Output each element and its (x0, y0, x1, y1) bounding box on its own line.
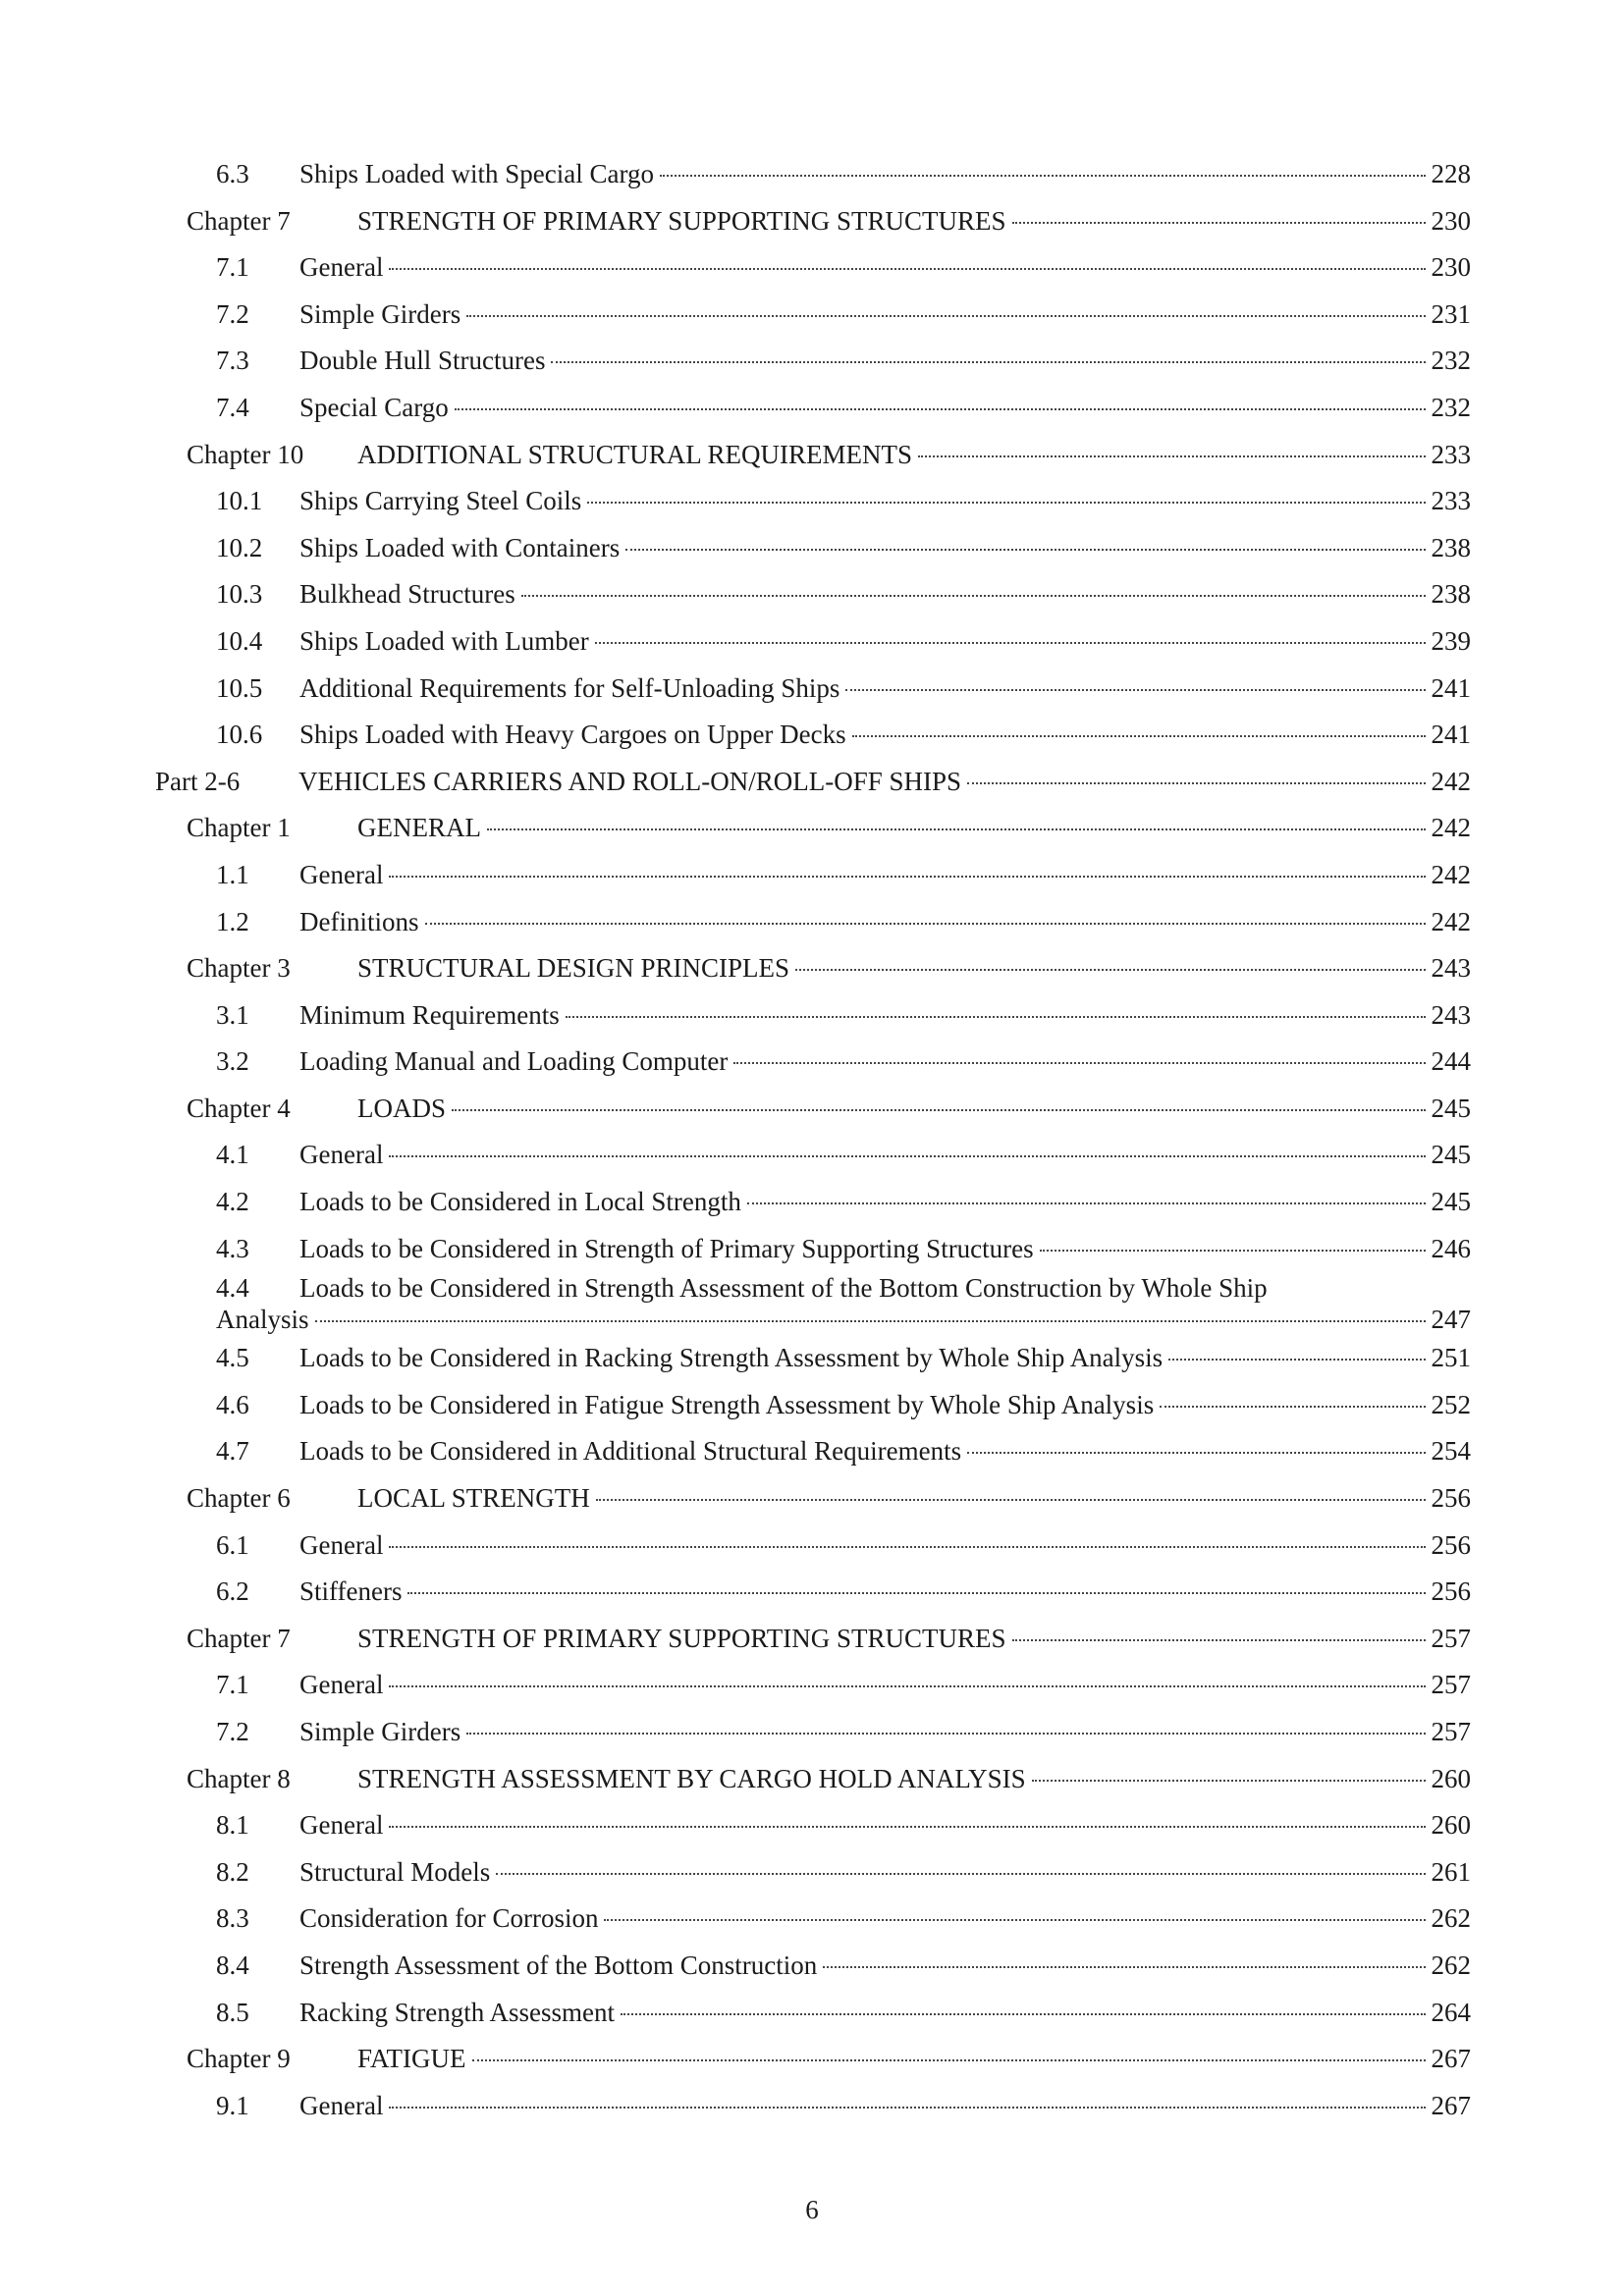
toc-entry-number: 1.2 (216, 906, 249, 936)
toc-entry-title: Minimum Requirements (299, 999, 560, 1030)
dot-leader (389, 876, 1425, 878)
toc-entry-line (187, 1756, 1471, 1803)
toc-entry-title: Double Hull Structures (299, 346, 546, 376)
toc-entry-section (0, 1569, 1624, 1616)
toc-entry-number: 10.3 (216, 579, 263, 610)
toc-entry-page: 239 (1431, 625, 1471, 656)
toc-entry-line (216, 478, 1471, 525)
toc-entry-number: Chapter 1 (187, 813, 291, 843)
dot-leader (595, 642, 1426, 644)
toc-entry-page: 260 (1431, 1810, 1471, 1841)
toc-entry-section (0, 618, 1624, 666)
dot-leader (967, 782, 1425, 784)
toc-entry-number: Chapter 7 (187, 205, 291, 236)
toc-entry-number: 7.2 (216, 298, 249, 329)
toc-entry-line (216, 1896, 1471, 1943)
toc-entry-line (216, 1428, 1471, 1475)
dot-leader (587, 502, 1425, 504)
toc-entry-number: 4.3 (216, 1233, 249, 1263)
toc-entry-number: Chapter 6 (187, 1483, 291, 1514)
toc-entry-line (216, 151, 1471, 198)
toc-entry-section (0, 1039, 1624, 1086)
toc-entry-section (0, 1335, 1624, 1382)
toc-entry-line (187, 945, 1471, 992)
dot-leader (621, 2013, 1426, 2015)
toc-entry-line (216, 525, 1471, 572)
toc-entry-number: 10.1 (216, 486, 263, 516)
toc-entry-line (216, 1382, 1471, 1429)
toc-entry-section (0, 1896, 1624, 1943)
toc-entry-line (187, 432, 1471, 479)
toc-entry-page: 257 (1431, 1670, 1471, 1700)
toc-entry-title: Ships Loaded with Lumber (299, 625, 589, 656)
toc-entry-line (216, 1569, 1471, 1616)
toc-entry-number: Chapter 4 (187, 1093, 291, 1123)
toc-entry-page: 252 (1431, 1389, 1471, 1419)
toc-entry-title: General (299, 1810, 384, 1841)
dot-leader (389, 2107, 1425, 2109)
toc-entry-line (155, 759, 1471, 806)
toc-entry-page: 245 (1431, 1140, 1471, 1170)
table-of-contents (0, 151, 1624, 2129)
toc-entry-line (216, 338, 1471, 385)
toc-entry-page: 264 (1431, 1997, 1471, 2027)
dot-leader (1160, 1406, 1425, 1408)
toc-entry-section (0, 1522, 1624, 1570)
toc-entry-title: STRUCTURAL DESIGN PRINCIPLES (357, 953, 790, 984)
toc-entry-number: 10.4 (216, 625, 263, 656)
toc-entry-section (0, 571, 1624, 618)
dot-leader (455, 408, 1426, 410)
toc-entry-chapter (0, 198, 1624, 245)
toc-entry-line (216, 292, 1471, 339)
toc-entry-section (0, 666, 1624, 713)
dot-leader (389, 1155, 1425, 1157)
toc-entry-page: 231 (1431, 298, 1471, 329)
toc-entry-title: Definitions (299, 906, 419, 936)
toc-entry-section (0, 2083, 1624, 2130)
dot-leader (389, 1826, 1425, 1828)
toc-entry-number: 4.6 (216, 1389, 249, 1419)
toc-entry-number: 10.5 (216, 672, 263, 703)
toc-entry-title: General (299, 2090, 384, 2120)
toc-entry-page: 256 (1431, 1576, 1471, 1607)
toc-entry-number: Chapter 3 (187, 953, 291, 984)
dot-leader (566, 1016, 1426, 1018)
toc-entry-number: 7.4 (216, 392, 249, 422)
toc-entry-title: General (299, 1670, 384, 1700)
toc-entry-line (216, 1709, 1471, 1756)
toc-entry-page: 232 (1431, 392, 1471, 422)
dot-leader (521, 595, 1426, 597)
toc-entry-page: 242 (1431, 906, 1471, 936)
toc-entry-page: 267 (1431, 2090, 1471, 2120)
toc-entry-section (0, 1943, 1624, 1990)
toc-entry-section (0, 1709, 1624, 1756)
dot-leader (1012, 222, 1426, 224)
toc-entry-number: 8.4 (216, 1949, 249, 1980)
toc-entry-number: 10.2 (216, 532, 263, 562)
dot-leader (852, 735, 1426, 737)
toc-entry-chapter (0, 1756, 1624, 1803)
toc-entry-page: 228 (1431, 159, 1471, 188)
toc-entry-section (0, 525, 1624, 572)
toc-entry-part (0, 759, 1624, 806)
dot-leader (604, 1919, 1425, 1921)
toc-entry-number: Chapter 7 (187, 1623, 291, 1653)
toc-entry-line (216, 899, 1471, 946)
toc-entry-page: 242 (1431, 813, 1471, 843)
dot-leader (315, 1320, 1426, 1322)
toc-entry-number: 6.1 (216, 1529, 249, 1560)
toc-entry-page: 251 (1431, 1343, 1471, 1373)
toc-entry-section (0, 1132, 1624, 1179)
toc-entry-title: Ships Carrying Steel Coils (299, 486, 582, 516)
toc-entry-page: 238 (1431, 532, 1471, 562)
toc-entry-line (216, 1132, 1471, 1179)
toc-entry-page: 256 (1431, 1483, 1471, 1514)
toc-entry-line (216, 1522, 1471, 1570)
toc-entry-title: General (299, 859, 384, 889)
toc-entry-number: 8.3 (216, 1903, 249, 1934)
toc-entry-page: 245 (1431, 1093, 1471, 1123)
toc-entry-section (0, 852, 1624, 899)
toc-entry-number: 7.3 (216, 346, 249, 376)
toc-entry-page: 260 (1431, 1763, 1471, 1793)
toc-entry-page: 247 (1431, 1305, 1471, 1335)
toc-entry-line (187, 198, 1471, 245)
dot-leader (472, 2059, 1426, 2061)
dot-leader (596, 1499, 1426, 1501)
toc-entry-number: 3.2 (216, 1046, 249, 1077)
toc-entry-title: Stiffeners (299, 1576, 403, 1607)
toc-entry-line (216, 852, 1471, 899)
toc-entry-number: Chapter 8 (187, 1763, 291, 1793)
toc-entry-title: Loads to be Considered in Strength Assessment of the Bottom Construction by Whole Ship (299, 1273, 1268, 1304)
toc-entry-chapter (0, 1086, 1624, 1133)
dot-leader (389, 1685, 1425, 1687)
toc-entry-chapter (0, 432, 1624, 479)
dot-leader (660, 175, 1426, 177)
toc-entry-line (216, 2083, 1471, 2130)
toc-entry-number: 7.2 (216, 1717, 249, 1746)
toc-entry-number: 7.1 (216, 252, 249, 283)
toc-entry-section (0, 1382, 1624, 1429)
toc-entry-title: Loads to be Considered in Strength of Primary Supporting Structures (299, 1233, 1034, 1263)
toc-entry-chapter (0, 945, 1624, 992)
toc-entry-line (187, 1086, 1471, 1133)
toc-entry-title: Structural Models (299, 1856, 491, 1887)
toc-entry-line (216, 1226, 1471, 1273)
toc-entry-title: ADDITIONAL STRUCTURAL REQUIREMENTS (357, 439, 912, 469)
dot-leader (1012, 1639, 1426, 1641)
dot-leader (1040, 1250, 1426, 1252)
toc-entry-page: 261 (1431, 1856, 1471, 1887)
toc-entry-page: 262 (1431, 1903, 1471, 1934)
toc-entry-title: General (299, 1529, 384, 1560)
toc-entry-number: 3.1 (216, 999, 249, 1030)
toc-entry-page: 267 (1431, 2044, 1471, 2074)
toc-entry-line (216, 992, 1471, 1040)
toc-entry-page: 257 (1431, 1623, 1471, 1653)
toc-entry-title: Loads to be Considered in Additional Structural Requirements (299, 1436, 962, 1467)
toc-entry-title: Loading Manual and Loading Computer (299, 1046, 729, 1077)
toc-entry-page: 233 (1431, 486, 1471, 516)
dot-leader (1032, 1780, 1426, 1782)
toc-entry-page: 230 (1431, 205, 1471, 236)
dot-leader (918, 455, 1426, 457)
toc-entry-title: Consideration for Corrosion (299, 1903, 599, 1934)
toc-entry-page: 246 (1431, 1233, 1471, 1263)
toc-entry-number: 10.6 (216, 720, 263, 750)
toc-entry-line (216, 618, 1471, 666)
toc-entry-title: VEHICLES CARRIERS AND ROLL-ON/ROLL-OFF SHIPS (298, 766, 962, 796)
toc-entry-chapter (0, 1616, 1624, 1663)
toc-entry-title: GENERAL (357, 813, 481, 843)
toc-entry-title: General (299, 252, 384, 283)
toc-entry-page: 245 (1431, 1187, 1471, 1217)
dot-leader (823, 1966, 1425, 1968)
dot-leader (747, 1202, 1426, 1204)
toc-entry-line (216, 571, 1471, 618)
toc-entry-number: Part 2-6 (155, 766, 241, 796)
toc-entry-page: 241 (1431, 672, 1471, 703)
dot-leader (733, 1062, 1425, 1064)
toc-entry-page: 256 (1431, 1529, 1471, 1560)
toc-entry-page: 257 (1431, 1717, 1471, 1746)
toc-entry-title: Additional Requirements for Self-Unloading Ships (299, 672, 840, 703)
toc-entry-title-continued: Analysis (216, 1305, 309, 1335)
toc-entry-section (0, 1179, 1624, 1226)
toc-entry-number: 8.1 (216, 1810, 249, 1841)
toc-entry-page: 233 (1431, 439, 1471, 469)
toc-entry-number: 4.2 (216, 1187, 249, 1217)
dot-leader (551, 361, 1425, 363)
toc-entry-title: STRENGTH OF PRIMARY SUPPORTING STRUCTURES (357, 1623, 1006, 1653)
toc-entry-line (187, 2036, 1471, 2083)
toc-entry-line (216, 244, 1471, 292)
dot-leader (845, 689, 1425, 691)
toc-entry-line (216, 712, 1471, 759)
toc-entry-title: Ships Loaded with Containers (299, 532, 621, 562)
toc-entry-line (216, 1802, 1471, 1849)
toc-entry-page: 242 (1431, 766, 1471, 796)
page-number: 6 (805, 2195, 819, 2224)
toc-entry-page: 243 (1431, 999, 1471, 1030)
toc-entry-section (0, 1428, 1624, 1475)
dot-leader (496, 1873, 1425, 1875)
toc-entry-section (0, 292, 1624, 339)
toc-entry-title: Loads to be Considered in Racking Strength Assessment by Whole Ship Analysis (299, 1343, 1164, 1373)
toc-entry-title: Loads to be Considered in Fatigue Strength Assessment by Whole Ship Analysis (299, 1389, 1155, 1419)
toc-entry-number: 9.1 (216, 2090, 249, 2120)
dot-leader (967, 1452, 1425, 1454)
toc-entry-number: 8.5 (216, 1997, 249, 2027)
toc-entry-line (216, 1849, 1471, 1896)
toc-entry-section (0, 1849, 1624, 1896)
toc-entry-line (216, 1335, 1471, 1382)
toc-entry-section (0, 151, 1624, 198)
toc-entry-number: 4.1 (216, 1140, 249, 1170)
toc-entry-number: 6.2 (216, 1576, 249, 1607)
dot-leader (487, 828, 1426, 830)
toc-entry-section (0, 338, 1624, 385)
toc-entry-page: 242 (1431, 859, 1471, 889)
toc-entry-title: General (299, 1140, 384, 1170)
dot-leader (1168, 1359, 1425, 1361)
toc-entry-number: 7.1 (216, 1670, 249, 1700)
toc-entry-title: Strength Assessment of the Bottom Construction (299, 1949, 818, 1980)
toc-entry-chapter (0, 2036, 1624, 2083)
toc-entry-title: Bulkhead Structures (299, 579, 515, 610)
toc-entry-line (216, 1039, 1471, 1086)
toc-entry-title: LOCAL STRENGTH (357, 1483, 590, 1514)
toc-entry-line (216, 666, 1471, 713)
toc-entry-section (0, 1226, 1624, 1273)
toc-entry-section (0, 712, 1624, 759)
toc-entry-title: Special Cargo (299, 392, 449, 422)
toc-entry-chapter (0, 1475, 1624, 1522)
toc-entry-line (216, 1662, 1471, 1709)
toc-entry-page: 262 (1431, 1949, 1471, 1980)
toc-entry-page: 232 (1431, 346, 1471, 376)
dot-leader (466, 315, 1425, 317)
toc-entry-page: 254 (1431, 1436, 1471, 1467)
dot-leader (625, 549, 1425, 551)
toc-entry-line (187, 1475, 1471, 1522)
toc-entry-first-line (216, 1272, 1471, 1304)
dot-leader (795, 969, 1425, 971)
toc-entry-page: 244 (1431, 1046, 1471, 1077)
toc-entry-number: 1.1 (216, 859, 249, 889)
toc-entry-section (0, 899, 1624, 946)
toc-entry-page: 241 (1431, 720, 1471, 750)
toc-entry-section (0, 385, 1624, 432)
toc-entry-line (187, 1616, 1471, 1663)
toc-entry-number: 4.4 (216, 1273, 249, 1304)
dot-leader (425, 923, 1426, 925)
dot-leader (466, 1733, 1425, 1735)
toc-entry-title: STRENGTH ASSESSMENT BY CARGO HOLD ANALYSIS (357, 1763, 1026, 1793)
toc-entry-number: 6.3 (216, 159, 249, 188)
toc-entry-section (0, 244, 1624, 292)
toc-entry-page: 238 (1431, 579, 1471, 610)
toc-entry-title: Racking Strength Assessment (299, 1997, 615, 2027)
toc-entry-line (216, 385, 1471, 432)
toc-entry-chapter (0, 805, 1624, 852)
dot-leader (389, 268, 1425, 270)
toc-entry-line (187, 805, 1471, 852)
dot-leader (407, 1592, 1425, 1594)
toc-entry-title: LOADS (357, 1093, 447, 1123)
toc-entry-number: 4.5 (216, 1343, 249, 1373)
toc-entry-line (216, 1179, 1471, 1226)
toc-entry-page: 243 (1431, 953, 1471, 984)
toc-entry-section (0, 1272, 1624, 1335)
toc-entry-title: Simple Girders (299, 1717, 461, 1746)
toc-entry-title: Ships Loaded with Heavy Cargoes on Upper Decks (299, 720, 846, 750)
toc-entry-section (0, 1802, 1624, 1849)
toc-entry-title: Ships Loaded with Special Cargo (299, 159, 654, 188)
dot-leader (452, 1109, 1425, 1111)
toc-entry-number: 4.7 (216, 1436, 249, 1467)
toc-entry-line (216, 1943, 1471, 1990)
dot-leader (389, 1546, 1425, 1548)
toc-entry-title: STRENGTH OF PRIMARY SUPPORTING STRUCTURES (357, 205, 1006, 236)
toc-entry-section (0, 1662, 1624, 1709)
toc-entry-number: Chapter 9 (187, 2044, 291, 2074)
toc-entry-number: Chapter 10 (187, 439, 304, 469)
toc-entry-second-line (216, 1304, 1471, 1335)
toc-entry-page: 230 (1431, 252, 1471, 283)
toc-entry-title: Loads to be Considered in Local Strength (299, 1187, 741, 1217)
toc-entry-section (0, 992, 1624, 1040)
toc-entry-number: 8.2 (216, 1856, 249, 1887)
toc-entry-section (0, 478, 1624, 525)
toc-entry-line (216, 1990, 1471, 2037)
toc-entry-title: FATIGUE (357, 2044, 466, 2074)
toc-entry-section (0, 1990, 1624, 2037)
toc-entry-title: Simple Girders (299, 298, 461, 329)
